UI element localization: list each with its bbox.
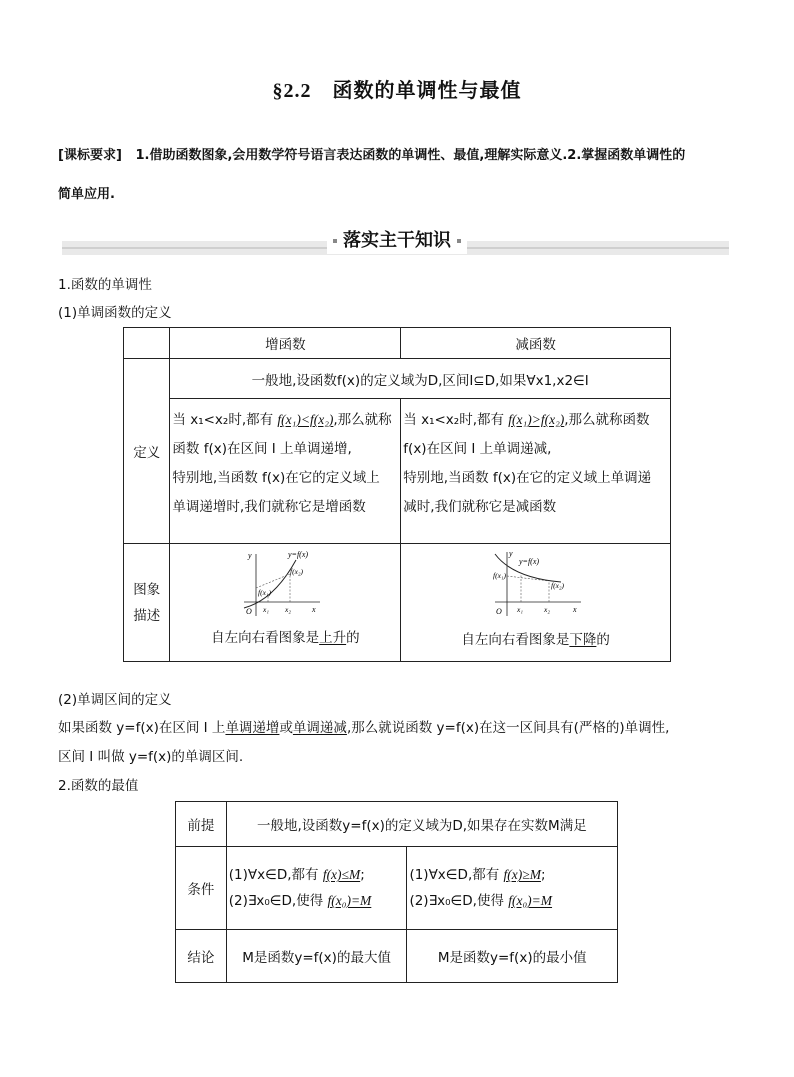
- dec-desc-b: 的: [596, 632, 610, 648]
- decreasing-definition: [401, 399, 671, 544]
- x1-label: x₁: [263, 605, 270, 614]
- header-increasing: 增函数: [170, 328, 401, 359]
- max-conditions: [226, 847, 407, 930]
- dec-l1a: 当 x₁<x₂时,都有: [403, 412, 509, 428]
- max-c2a: (2)∃x₀∈D,使得: [228, 893, 328, 909]
- interval-keyword-decreasing: 单调递减: [292, 720, 347, 736]
- row-label-condition: 条件: [176, 847, 227, 930]
- extremum-table: [175, 801, 618, 983]
- inc-condition: f(x₁)<f(x₂): [277, 412, 334, 427]
- increasing-definition: [170, 399, 401, 544]
- max-conclusion: M是函数y=f(x)的最大值: [226, 930, 407, 983]
- section-banner-title: 落实主干知识: [343, 230, 451, 251]
- x-label: x: [312, 605, 316, 614]
- table1-corner: [124, 328, 170, 359]
- min-c1a: (1)∀x∈D,都有: [409, 867, 504, 883]
- x2-label: x₂: [544, 605, 551, 614]
- interval-definition-line1: [58, 716, 669, 736]
- fx2-label: f(x₂): [290, 567, 304, 576]
- min-conclusion: M是函数y=f(x)的最小值: [407, 930, 618, 983]
- max-c1-formula: f(x)≤M: [322, 867, 361, 882]
- curriculum-requirements: [58, 144, 748, 163]
- interval-a: 如果函数 y=f(x)在区间 I 上: [58, 720, 226, 736]
- fx2-dash: [256, 574, 290, 588]
- fx2-label: f(x₂): [551, 581, 565, 590]
- row-label-premise: 前提: [176, 802, 227, 847]
- min-conditions: [407, 847, 618, 930]
- row-label-graph: [124, 544, 170, 662]
- min-c2-formula: f(x₀)=M: [508, 893, 553, 908]
- fx1-label: f(x₁): [493, 571, 507, 580]
- dec-l2: f(x)在区间 I 上单调递减,: [403, 441, 552, 457]
- inc-l2: 函数 f(x)在区间 I 上单调递增,: [172, 441, 352, 457]
- y-label: y: [248, 551, 252, 560]
- banner-dot-left: [333, 239, 337, 243]
- inc-desc-a: 自左向右看图象是: [211, 630, 320, 646]
- y-label: y: [509, 549, 513, 558]
- inc-l3: 特别地,当函数 f(x)在它的定义域上: [172, 470, 380, 486]
- inc-l1a: 当 x₁<x₂时,都有: [172, 412, 278, 428]
- section2-heading: 2.函数的最值: [58, 778, 139, 794]
- requirements-label: [课标要求]: [58, 148, 122, 163]
- common-premise: 一般地,设函数f(x)的定义域为D,区间I⊆D,如果∀x1,x2∈I: [170, 359, 671, 399]
- origin-label: O: [246, 607, 253, 616]
- origin-label: O: [496, 607, 503, 616]
- row-label-definition: 定义: [124, 359, 170, 544]
- max-c1a: (1)∀x∈D,都有: [228, 867, 323, 883]
- curve-label: y=f(x): [519, 557, 540, 566]
- fx-dash: [507, 576, 549, 581]
- min-c2a: (2)∃x₀∈D,使得: [409, 893, 509, 909]
- x2-label: x₂: [285, 605, 292, 614]
- header-decreasing: 减函数: [401, 328, 671, 359]
- dec-desc-a: 自左向右看图象是: [461, 632, 570, 648]
- dec-l4: 减时,我们就称它是减函数: [403, 499, 557, 515]
- graph-label-2: 描述: [133, 607, 161, 624]
- inc-desc-keyword: 上升: [319, 630, 347, 646]
- x-label: x: [573, 605, 577, 614]
- interval-definition-line2: 区间 I 叫做 y=f(x)的单调区间.: [58, 749, 244, 765]
- decreasing-graph: [491, 548, 587, 620]
- increasing-description: [170, 626, 400, 646]
- section-banner: [327, 228, 467, 254]
- interval-b: 或: [279, 720, 293, 736]
- increasing-graph: [234, 548, 324, 620]
- curve-label: y=f(x): [288, 550, 309, 559]
- interval-keyword-increasing: 单调递增: [225, 720, 280, 736]
- requirements-line1: 1.借助函数图象,会用数学符号语言表达函数的单调性、最值,理解实际意义.2.掌握函数单调性的: [135, 148, 686, 163]
- dec-desc-keyword: 下降: [569, 632, 597, 648]
- inc-l1b: ,那么就称: [333, 412, 392, 428]
- inc-l4: 单调递增时,我们就称它是增函数: [172, 499, 366, 515]
- banner-dot-right: [457, 239, 461, 243]
- decreasing-graph-cell: [401, 544, 671, 662]
- monotonic-definition-table: [123, 327, 671, 662]
- interval-c: ,那么就说函数 y=f(x)在这一区间具有(严格的)单调性,: [346, 720, 670, 736]
- premise-text: 一般地,设函数y=f(x)的定义域为D,如果存在实数M满足: [226, 802, 617, 847]
- dec-l3: 特别地,当函数 f(x)在它的定义域上单调递: [403, 470, 652, 486]
- page-title: §2.2 函数的单调性与最值: [272, 80, 522, 102]
- inc-desc-b: 的: [346, 630, 360, 646]
- section1-heading: 1.函数的单调性: [58, 277, 152, 293]
- dec-condition: f(x₁)>f(x₂): [508, 412, 565, 427]
- graph-label-1: 图象: [133, 581, 161, 598]
- section1-sub1: (1)单调函数的定义: [58, 305, 172, 321]
- requirements-line2: 简单应用.: [58, 187, 115, 202]
- max-c2-formula: f(x₀)=M: [327, 893, 372, 908]
- fx1-label: f(x₁): [258, 588, 272, 597]
- row-label-conclusion: 结论: [176, 930, 227, 983]
- section1-sub2: (2)单调区间的定义: [58, 692, 172, 708]
- decreasing-description: [401, 628, 670, 648]
- dec-l1b: ,那么就称函数: [564, 412, 650, 428]
- min-c1-formula: f(x)≥M: [503, 867, 541, 882]
- x1-label: x₁: [517, 605, 524, 614]
- increasing-graph-cell: [170, 544, 401, 662]
- max-c1b: ;: [360, 867, 365, 883]
- increasing-curve: [244, 560, 296, 608]
- min-c1b: ;: [540, 867, 546, 883]
